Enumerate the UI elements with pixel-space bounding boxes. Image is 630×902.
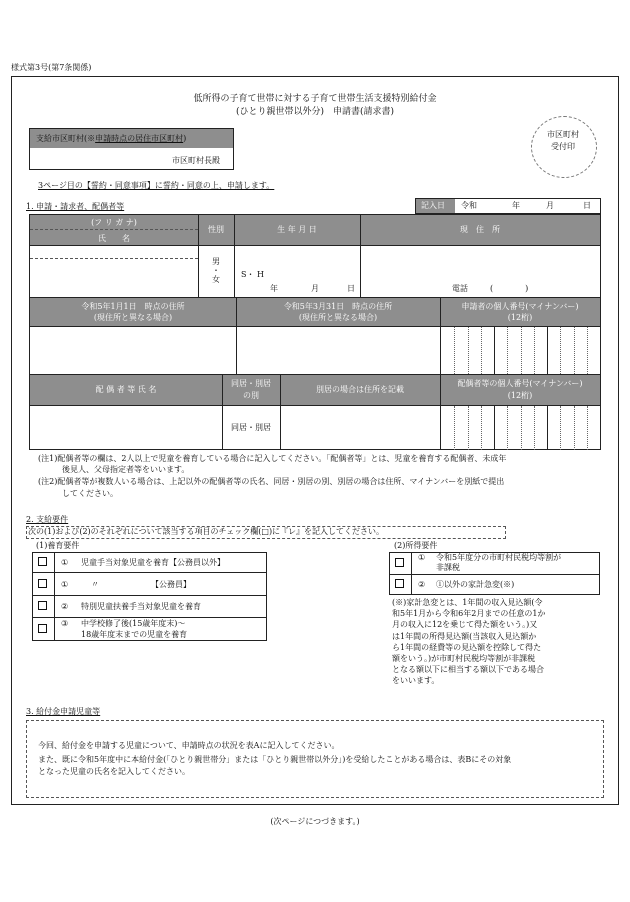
footnote-line: をいいます。 — [392, 676, 440, 686]
mayor-addressee: 市区町村長殿 — [172, 156, 220, 165]
spouse-mynumber-header: 配偶者等の個人番号(マイナンバー) — [457, 379, 583, 388]
birth-day[interactable]: 日 — [347, 284, 355, 293]
digit-divider — [574, 406, 575, 450]
phone-label: 電話 — [452, 284, 468, 293]
upbringing-checkbox-3[interactable] — [38, 601, 47, 610]
gender-female[interactable]: 女 — [212, 275, 220, 284]
upbringing-num-2: ① — [61, 580, 69, 589]
digit-divider — [547, 406, 548, 450]
upbringing-num-4: ③ — [61, 619, 69, 628]
mynumber-header: 申請者の個人番号(マイナンバー) — [461, 302, 579, 311]
upbringing-text-4: 中学校修了後(15歳年度末)～ — [81, 619, 186, 628]
digit-divider — [507, 406, 508, 450]
upbringing-text-3: 特別児童扶養手当対象児童を養育 — [81, 602, 201, 611]
upbringing-num-3: ② — [61, 602, 69, 611]
digit-divider — [468, 327, 469, 374]
digit-divider — [534, 327, 535, 374]
separate-address-header: 別居の場合は住所を記載 — [316, 385, 404, 394]
upbringing-text-4b: 18歳年度末までの児童を養育 — [81, 630, 188, 639]
footer-continue: (次ページにつづきます。) — [270, 817, 360, 826]
footnote-line: (※)家計急変とは、1年間の収入見込額(令 — [392, 598, 543, 607]
form-number: 様式第3号(第7条関係) — [11, 63, 92, 72]
upbringing-text-1: 児童手当対象児童を養育【公務員以外】 — [81, 558, 225, 567]
prev-addr2-header-sub: (現住所と異なる場合) — [298, 313, 378, 322]
footnote-line: 月の収入に12を乗じて得た額をいう。)又 — [392, 620, 538, 630]
pledge-text: 3ページ目の【誓約・同意事項】に誓約・同意の上、申請します。 — [38, 181, 275, 190]
section3-line1: 今回、給付金を申請する児童について、申請時点の状況を表Aに記入してください。 — [38, 741, 340, 750]
form-subtitle: (ひとり親世帯以外分) 申請書(請求書) — [235, 107, 395, 117]
spouse-name-input[interactable] — [31, 406, 221, 449]
separate-address-input[interactable] — [281, 406, 439, 449]
digit-divider — [521, 327, 522, 374]
upbringing-text-2: 〃 【公務員】 — [91, 580, 191, 589]
prev-addr1-header-sub: (現住所と異なる場合) — [93, 313, 173, 322]
furigana-input[interactable] — [31, 247, 197, 257]
stamp-line2: 受付印 — [551, 142, 575, 151]
income-text-1b: 非課税 — [436, 563, 460, 572]
digit-divider — [560, 327, 561, 374]
prev-addr2-input[interactable] — [237, 327, 439, 373]
section3-line2: また、既に令和5年度中に本給付金(「ひとり親世帯分」または「ひとり親世帯以外分」)を受給したことがある場合は、表Bにその対象 — [38, 755, 512, 764]
municipality-label: 支給市区町村(※申請時点の居住市区町村) — [36, 134, 187, 143]
digit-divider — [547, 327, 548, 374]
entry-date-day[interactable]: 日 — [583, 201, 591, 210]
note2-cont: してください。 — [62, 489, 118, 498]
footnote-line: は1年間の所得見込額(当該収入見込額か — [392, 631, 537, 641]
digit-divider — [494, 406, 495, 450]
digit-divider — [454, 327, 455, 374]
phone-input[interactable]: ( ) — [490, 284, 529, 293]
income-num-2: ② — [418, 580, 426, 589]
upbringing-checkbox-4[interactable] — [38, 624, 47, 633]
footnote-line: 額をいう。)が市町村民税均等割が非課税 — [392, 654, 536, 663]
footnote-line: 和5年1月から令和6年2月までの任意の1か — [392, 609, 546, 619]
birthdate-era[interactable]: S・ H — [241, 270, 264, 279]
prev-addr1-input[interactable] — [31, 327, 235, 373]
note2: (注2)配偶者等が複数人いる場合は、上記以外の配偶者等の氏名、同居・別居の別、別居の場合は住所、マイナンバーを別紙で提出 — [38, 477, 505, 486]
spouse-name-header: 配 偶 者 等 氏 名 — [95, 385, 157, 394]
digit-divider — [481, 327, 482, 374]
furigana-divider — [30, 229, 198, 230]
birth-year[interactable]: 年 — [270, 284, 278, 293]
entry-date-label: 記入日 — [421, 201, 445, 210]
entry-date-era[interactable]: 令和 — [461, 201, 477, 210]
form-title: 低所得の子育て世帯に対する子育て世帯生活支援特別給付金 — [193, 94, 437, 104]
digit-divider — [534, 406, 535, 450]
digit-divider — [587, 406, 588, 450]
digit-divider — [494, 327, 495, 374]
digit-divider — [587, 327, 588, 374]
section3-title: 3. 給付金申請児童等 — [26, 707, 101, 716]
name-input[interactable] — [31, 260, 197, 295]
prev-addr1-header: 令和5年1月1日 時点の住所 — [81, 302, 185, 311]
section2-title: 2. 支給要件 — [26, 515, 69, 524]
footnote-line: となる額以下に相当する額以下である場合 — [392, 665, 544, 675]
gender-header: 性別 — [208, 225, 224, 234]
cohab-header-sub: の別 — [243, 391, 259, 400]
section2-instruction: 次の(1)および(2)のそれぞれについて該当する項目のチェック欄(□)に『レ』を記入してください。 — [28, 527, 385, 536]
gender-dot: ・ — [212, 266, 220, 275]
upbringing-checkbox-1[interactable] — [38, 557, 47, 566]
digit-divider — [454, 406, 455, 450]
name-label: 氏 名 — [98, 234, 130, 243]
income-num-1: ① — [418, 553, 426, 562]
income-title: (2)所得要件 — [394, 541, 438, 550]
upbringing-checkbox-2[interactable] — [38, 579, 47, 588]
entry-date-year[interactable]: 年 — [512, 201, 520, 210]
footnote-line: ら1年間の経費等の見込額を控除して得た — [392, 642, 542, 652]
cohab-select[interactable]: 同居・別居 — [231, 423, 271, 432]
digit-divider — [574, 327, 575, 374]
stamp-line1: 市区町村 — [547, 130, 579, 139]
spouse-mynumber-header-sub: (12桁) — [507, 391, 533, 400]
upbringing-title: (1)養育要件 — [36, 541, 80, 550]
mynumber-header-sub: (12桁) — [507, 313, 533, 322]
address-header: 現 住 所 — [460, 225, 500, 234]
birthdate-header: 生 年 月 日 — [277, 225, 317, 234]
note1-cont: 後見人、父母指定者等をいいます。 — [62, 465, 190, 474]
section1-title: 1. 申請・請求者、配偶者等 — [26, 202, 125, 211]
gender-male[interactable]: 男 — [212, 257, 220, 266]
furigana-input-divider — [30, 258, 198, 259]
income-text-1: 令和5年度分の市町村民税均等割が — [436, 553, 562, 562]
note1: (注1)配偶者等の欄は、2人以上で児童を養育している場合に記入してください。「配偶者等」とは、児童を養育する配偶者、未成年 — [38, 454, 507, 463]
income-text-2: ①以外の家計急変(※) — [436, 580, 515, 589]
prev-addr2-header: 令和5年3月31日 時点の住所 — [283, 302, 393, 311]
entry-date-month[interactable]: 月 — [546, 201, 554, 210]
income-checkbox-2[interactable] — [395, 579, 404, 588]
digit-divider — [481, 406, 482, 450]
furigana-label: (フ リ ガ ナ) — [91, 218, 137, 227]
digit-divider — [507, 327, 508, 374]
income-checkbox-1[interactable] — [395, 558, 404, 567]
upbringing-num-1: ① — [61, 558, 69, 567]
digit-divider — [521, 406, 522, 450]
birth-month[interactable]: 月 — [311, 284, 319, 293]
section3-line3: となった児童の氏名を記入してください。 — [38, 767, 190, 776]
cohab-header: 同居・別居 — [231, 379, 271, 388]
digit-divider — [468, 406, 469, 450]
digit-divider — [560, 406, 561, 450]
mynumber-input[interactable] — [441, 327, 600, 374]
spouse-mynumber-input[interactable] — [441, 406, 600, 450]
